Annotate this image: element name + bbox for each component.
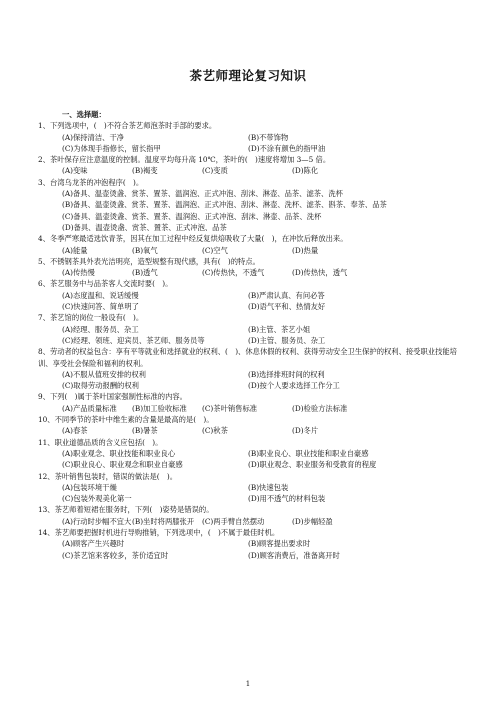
option-text: (A)不服从值班安排的权利 [62,369,146,379]
question-text: 6、茶艺服务中与品茶客人交流时要( )。 [38,279,173,289]
option-text: (A)备具、温壶烫盏、赏茶、置茶、温润泡、正式冲泡、刮沫、淋壶、品茶、滤茶、洗杯 [62,189,343,199]
option-text: (A)能量 [62,245,88,255]
section-heading: 一、选择题： [62,110,106,119]
option-text: (B)不带饰物 [248,132,289,142]
option-text: (C)茶叶销售标准 [202,403,258,413]
question-text: 11、职业道德品质的含义应包括( )。 [38,437,163,447]
option-text: (A)保持清洁、干净 [62,132,125,142]
option-row [38,335,464,346]
option-text: (A)职业观念、职业技能和职业良心 [62,448,176,458]
option-text: (C)为体现手指修长，留长指甲 [62,143,161,153]
option-text: (C)秋茶 [202,426,228,436]
option-text: (B)主管、茶艺小姐 [248,324,311,334]
option-text: (C)茶艺馆来客较多，茶价适宜时 [62,550,169,560]
option-text: (C)包装外观美化第一 [62,494,132,504]
option-text: (D)冬片 [292,426,319,436]
option-text: (C)取得劳动报酬的权利 [62,381,139,391]
option-text: (D)步幅轻盈 [292,516,333,526]
option-row [38,538,464,549]
option-text: (B)坐时将两膝张开 [132,516,195,526]
page-title: 茶艺师理论复习知识 [189,68,307,83]
option-text: (A)传热慢 [62,268,95,278]
option-text: (C)传热快，不透气 [202,268,265,278]
option-row [38,550,464,561]
option-text: (B)氧气 [132,245,158,255]
option-text: (B)备具、温壶烫盏、赏茶、置茶、温润泡、正式冲泡、刮沫、淋壶、洗杯、滤茶、斟茶、奉茶、品茶 [62,200,387,210]
question-text: 8、劳动者的权益包含：享有平等就业和选择就业的权利、( )、休息休假的权利、获得劳动安全卫生保护的权利、接受职业技能培训、享受社会保险和福利的权利。 [38,347,457,368]
option-row [38,459,464,470]
option-row [38,425,464,436]
option-text: (A)顾客产生兴趣时 [62,539,125,549]
option-row [38,143,464,154]
option-text: (C)空气 [202,245,228,255]
option-row [38,165,464,176]
option-text: (C)职业良心、职业观念和职业自豪感 [62,460,183,470]
option-text: (B)选择排班时间的权利 [248,369,325,379]
option-row [38,482,464,493]
option-text: (A)包装环境干燥 [62,482,117,492]
option-row [38,369,464,380]
question-text: 12、茶叶销售包装时，错误的做法是( )。 [38,471,178,481]
option-text: (D)检验方法标准 [292,403,348,413]
option-text: (D)陈化 [292,166,319,176]
question-text: 9、下列( )属于茶叶国家强制性标准的内容。 [38,392,187,402]
option-text: (B)透气 [132,268,158,278]
option-text: (D)按个人要求选择工作分工 [248,381,340,391]
option-row [38,301,464,312]
option-row [38,448,464,459]
option-text: (C)变质 [202,166,228,176]
option-text: (C)经理、领班、迎宾员、茶艺师、服务员等 [62,335,205,345]
option-text: (B)褐变 [132,166,158,176]
option-text: (D)职业观念、职业服务和受教育的程度 [248,460,377,470]
option-row [38,290,464,301]
option-text: (A)经理、服务员、杂工 [62,324,139,334]
question-text: 7、茶艺馆的岗位一般设有( )。 [38,313,144,323]
option-text: (D)用不透气的材料包装 [248,494,326,504]
option-text: (D)热量 [292,245,319,255]
option-text: (D)语气平和、热情友好 [248,302,326,312]
question-text: 10、不同季节的茶叶中维生素的含量是最高的是( )。 [38,415,214,425]
option-text: (B)暑茶 [132,426,158,436]
option-text: (C)两手臂自然摆动 [202,516,265,526]
option-row [38,324,464,335]
option-text: (B)加工验收标准 [132,403,187,413]
document-body [38,109,464,561]
option-text: (A)春茶 [62,426,88,436]
option-row [38,380,464,391]
question-text: 14、茶艺师要把握时机进行导购推销，下列选项中，( )不属于最佳时机。 [38,527,280,537]
option-text: (D)不涂有颜色的指甲油 [248,143,326,153]
option-text: (A)态度温和、说话缓慢 [62,290,139,300]
option-text: (B)严肃认真、有问必答 [248,290,325,300]
option-text: (A)产品质量标准 [62,403,117,413]
question-text: 4、冬季严寒最适选饮青茶，因其在加工过程中经反复烘焙吸收了大量( )，在冲饮后释放出来。 [38,234,348,244]
option-text: (A)行动时步幅不宜大 [62,516,132,526]
question-text: 1、下列选项中，( )不符合茶艺师泡茶时手部的要求。 [38,121,217,131]
option-text: (D)传热快，透气 [292,268,348,278]
option-text: (B)职业良心、职业技能和职业自豪感 [248,448,369,458]
option-text: (C)备具、温壶烫盏、赏茶、置茶、温润泡、正式冲泡、刮沫、淋壶、品茶、洗杯 [62,211,322,221]
option-row [38,245,464,256]
option-text: (A)变味 [62,166,88,176]
page-number: 1 [245,680,251,688]
option-row [38,516,464,527]
option-text: (C)快速问答、简单明了 [62,302,139,312]
option-text: (D)备具、温壶烫盏、赏茶、置茶、正式冲泡、品茶 [62,222,227,232]
question-text: 13、茶艺师着短裙在服务时，下列( )姿势是错误的。 [38,505,214,515]
option-text: (B)快速包装 [248,482,289,492]
option-row [38,267,464,278]
option-text: (B)顾客提出要求时 [248,539,311,549]
option-text: (D)顾客消费后，准备离开时 [248,550,340,560]
option-row [38,132,464,143]
question-text: 3、台湾乌龙茶的冲泡程序( )。 [38,177,144,187]
option-row [38,493,464,504]
option-text: (D)主管、服务员、杂工 [248,335,326,345]
question-text: 5、不锈钢茶具外表光洁明亮，造型规整有现代感，具有( )的特点。 [38,256,260,266]
option-row [38,403,464,414]
question-text: 2、茶叶保存应注意温度的控制。温度平均每升高 10℃，茶叶的( )速度将增加 3—5 倍。 [38,155,331,165]
